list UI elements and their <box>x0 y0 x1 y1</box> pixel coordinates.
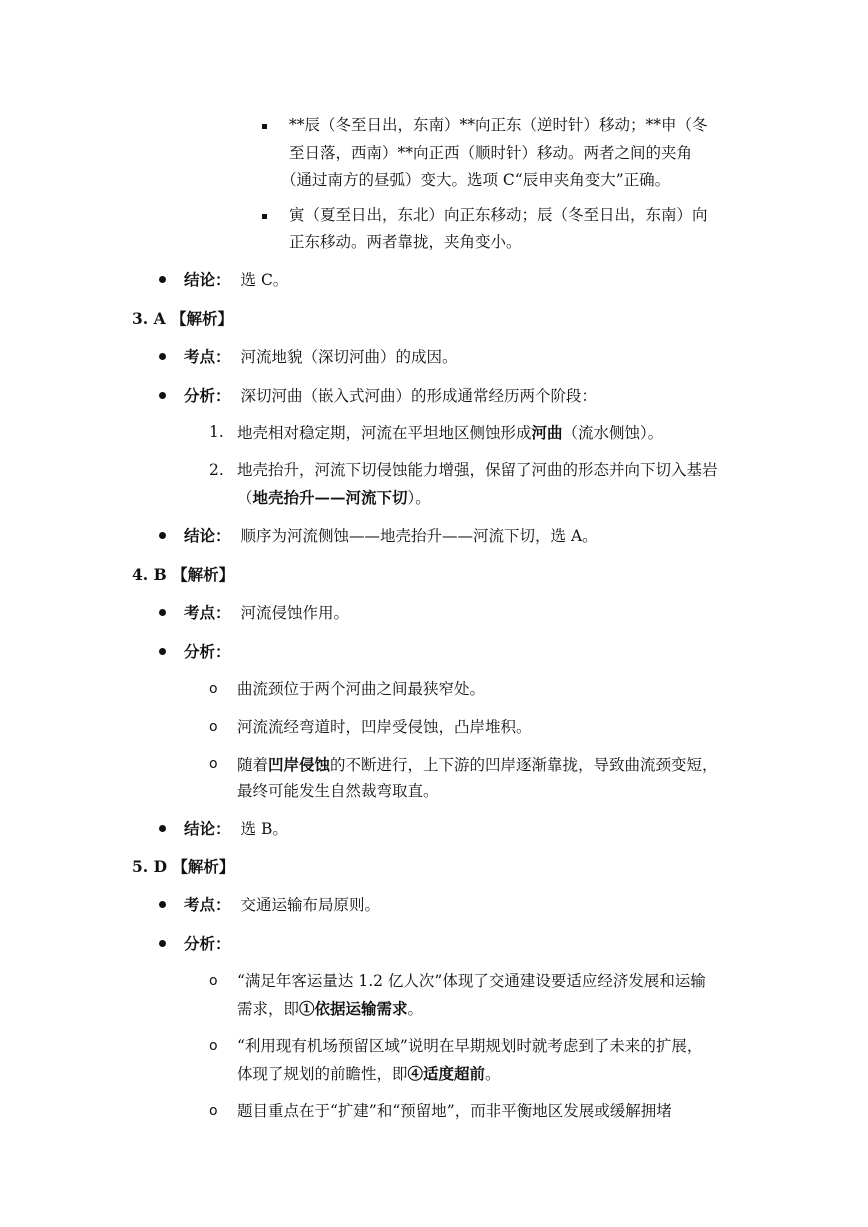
step-number: 2. <box>209 461 224 479</box>
q3-heading: 3. A 【解析】 <box>132 309 234 328</box>
emphasis-text: 河曲 <box>531 423 563 442</box>
fenxi-label: 分析： <box>184 386 231 405</box>
q5-kaodian <box>184 891 380 919</box>
q5-item2-line2: 体现了规划的前瞻性，即④适度超前。 <box>237 1064 501 1083</box>
fenxi-text: 深切河曲（嵌入式河曲）的形成通常经历两个阶段： <box>240 387 598 405</box>
q4-kaodian <box>184 599 349 627</box>
disc-bullet-icon <box>159 940 166 947</box>
q5-item3: 题目重点在于“扩建”和“预留地”，而非平衡地区发展或缓解拥堵 <box>237 1102 672 1120</box>
kaodian-text: 河流地貌（深切河曲）的成因。 <box>240 348 458 366</box>
conclusion-label: 结论： <box>184 526 231 545</box>
conclusion-label: 结论： <box>184 270 231 289</box>
circle-bullet-icon: o <box>209 973 218 989</box>
kaodian-text: 河流侵蚀作用。 <box>240 604 350 622</box>
square-bullet-icon <box>262 214 267 219</box>
circle-bullet-icon: o <box>209 681 218 697</box>
disc-bullet-icon <box>159 353 166 360</box>
kaodian-text: 交通运输布局原则。 <box>240 896 381 914</box>
q3-step2-line2: （地壳抬升——河流下切）。 <box>237 488 431 507</box>
circle-bullet-icon: o <box>209 756 218 772</box>
conclusion-label: 结论： <box>184 819 231 838</box>
step-number: 1. <box>209 423 224 441</box>
circle-bullet-icon: o <box>209 719 218 735</box>
emphasis-text: 凹岸侵蚀 <box>268 755 331 774</box>
q5-item1-line1: “满足年客运量达 1.2 亿人次”体现了交通建设要适应经济发展和运输 <box>237 972 706 990</box>
sq1-line3: （通过南方的昼弧）变大。选项 C“辰申夹角变大”正确。 <box>281 171 671 189</box>
sq1-line1: **辰（冬至日出，东南）**向正东（逆时针）移动；**申（冬 <box>289 116 708 134</box>
circle-bullet-icon: o <box>209 1038 218 1054</box>
q4-item3-line2: 最终可能发生自然裁弯取直。 <box>237 782 439 800</box>
q5-item2-line1: “利用现有机场预留区域”说明在早期规划时就考虑到了未来的扩展， <box>237 1037 703 1055</box>
disc-bullet-icon <box>159 901 166 908</box>
emphasis-text: ④适度超前 <box>407 1064 486 1083</box>
kaodian-label: 考点： <box>184 347 231 366</box>
q3-step1: 地壳相对稳定期，河流在平坦地区侧蚀形成河曲（流水侧蚀）。 <box>237 423 664 442</box>
conclusion-text: 顺序为河流侧蚀——地壳抬升——河流下切，选 A。 <box>240 527 598 545</box>
sq2-line2: 正东移动。两者靠拢，夹角变小。 <box>289 233 522 251</box>
q5-item1-line2: 需求，即①依据运输需求。 <box>237 999 424 1018</box>
kaodian-label: 考点： <box>184 603 231 622</box>
circle-bullet-icon: o <box>209 1103 218 1119</box>
disc-bullet-icon <box>159 609 166 616</box>
q4-item2: 河流流经弯道时，凹岸受侵蚀，凸岸堆积。 <box>237 718 532 736</box>
q2-conclusion <box>184 266 288 294</box>
q3-kaodian <box>184 343 458 371</box>
q3-step2-line1: 地壳抬升，河流下切侵蚀能力增强，保留了河曲的形态并向下切入基岩 <box>237 461 718 479</box>
q4-item3-line1: 随着凹岸侵蚀的不断进行，上下游的凹岸逐渐靠拢，导致曲流颈变短， <box>237 755 718 774</box>
disc-bullet-icon <box>159 392 166 399</box>
square-bullet-icon <box>262 124 267 129</box>
disc-bullet-icon <box>159 825 166 832</box>
sq2-line1: 寅（夏至日出，东北）向正东移动；辰（冬至日出，东南）向 <box>289 206 708 224</box>
q3-conclusion <box>184 522 598 550</box>
emphasis-text: 地壳抬升——河流下切 <box>252 488 408 507</box>
kaodian-label: 考点： <box>184 895 231 914</box>
q5-heading: 5. D 【解析】 <box>132 857 235 876</box>
q4-conclusion <box>184 815 288 843</box>
conclusion-text: 选 B。 <box>240 820 288 838</box>
emphasis-text: ①依据运输需求 <box>299 999 408 1018</box>
conclusion-text: 选 C。 <box>240 271 289 289</box>
q4-item1: 曲流颈位于两个河曲之间最狭窄处。 <box>237 680 486 698</box>
q4-heading: 4. B 【解析】 <box>132 565 235 584</box>
fenxi-label: 分析： <box>184 934 231 953</box>
sq1-line2: 至日落，西南）**向正西（顺时针）移动。两者之间的夹角 <box>289 144 693 162</box>
fenxi-label: 分析： <box>184 642 231 661</box>
disc-bullet-icon <box>159 648 166 655</box>
q3-fenxi <box>184 382 597 410</box>
disc-bullet-icon <box>159 276 166 283</box>
disc-bullet-icon <box>159 532 166 539</box>
